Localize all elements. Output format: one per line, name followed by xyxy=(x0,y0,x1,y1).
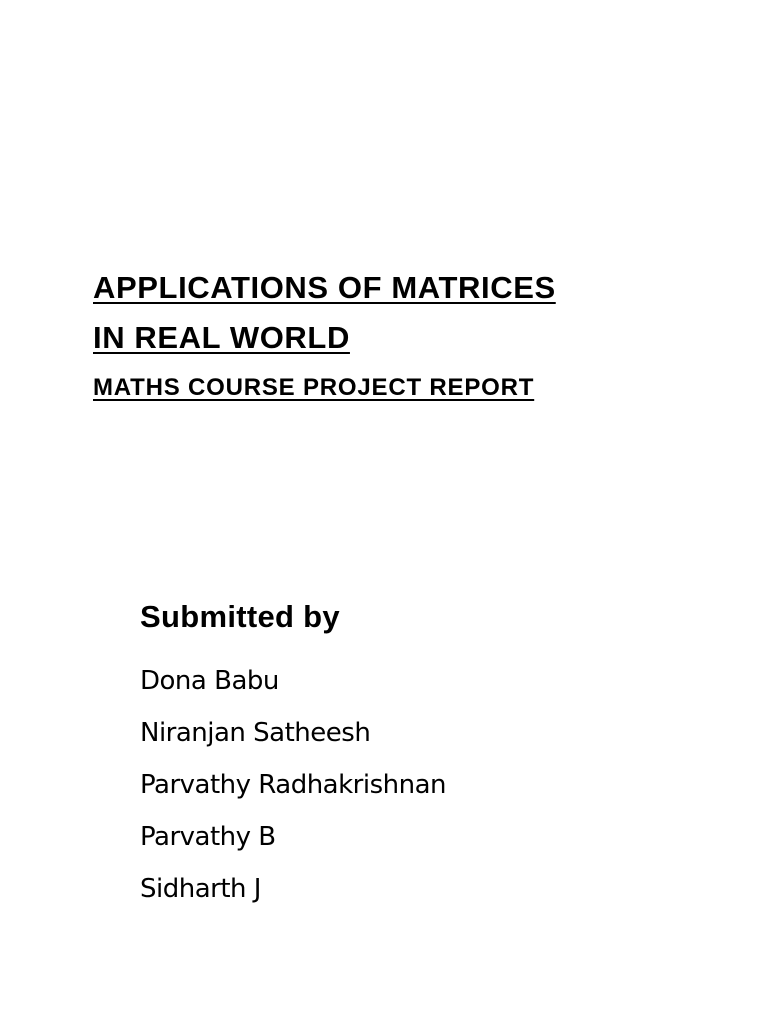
document-title-line-1: APPLICATIONS OF MATRICES xyxy=(93,270,556,305)
author-name: Parvathy B xyxy=(140,822,276,852)
author-name: Niranjan Satheesh xyxy=(140,718,371,748)
document-subtitle: MATHS COURSE PROJECT REPORT xyxy=(93,374,535,401)
submitted-by-heading: Submitted by xyxy=(140,599,340,634)
author-name: Sidharth J xyxy=(140,874,261,904)
author-name: Dona Babu xyxy=(140,666,279,696)
document-title-line-2: IN REAL WORLD xyxy=(93,320,350,355)
author-name: Parvathy Radhakrishnan xyxy=(140,770,447,800)
author-list xyxy=(140,655,446,915)
